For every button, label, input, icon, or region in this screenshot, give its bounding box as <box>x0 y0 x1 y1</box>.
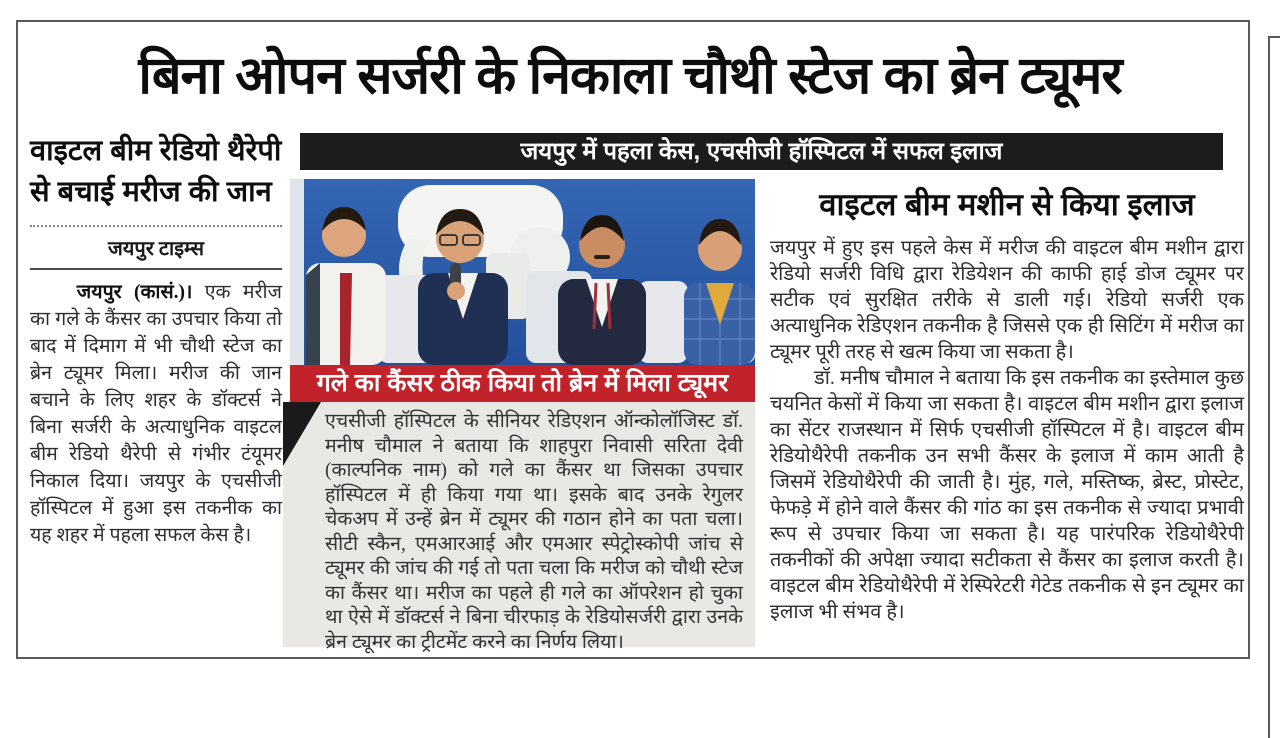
right-paragraph-2: डॉ. मनीष चौमाल ने बताया कि इस तकनीक का इस्तेमाल कुछ चयनित केसों में किया जा सकता है। वाइटल बीम मशीन द्वारा इलाज का सेंटर राजस्थान में सिर्फ एचसीजी हॉस्पिटल में है। वाइटल बीम रेडियोथैरेपी तकनीक उन सभी कैंसर के इलाज में काम आती है जिसमें रेडियोथैरेपी की जाती है। मुंह, गले, मस्तिष्क, ब्रेस्ट, प्रोस्टेट, फेफड़े में होने वाले कैंसर की गांठ का इस तकनीक से ज्यादा प्रभावी रूप से उपचार किया जा सकता है। यह पारंपरिक रेडियोथैरेपी तकनीकों की अपेक्षा ज्यादा सटीकता से कैंसर का इलाज करती है। वाइटल बीम रेडियोथैरेपी में रेस्पिरेटरी गेटेड तकनीक से इन ट्यूमर का इलाज भी संभव है। <box>770 367 1244 623</box>
left-subheadline: वाइटल बीम रेडियो थैरेपी से बचाई मरीज की जान <box>30 135 282 208</box>
byline: जयपुर टाइम्स <box>107 238 205 260</box>
solid-rule <box>30 268 282 270</box>
left-body-text: एक मरीज का गले के कैंसर का उपचार किया तो बाद में दिमाग में भी चौथी स्टेज का ब्रेन ट्यूमर मिला। मरीज की जान बचाने के लिए शहर के डॉक्टर्स ने बिना सर्जरी के अत्याधुनिक वाइटल बीम रेडियो थैरेपी से गंभीर टंयूमर निकाल दिया। जयपुर के एचसीजी हॉस्पिटल में हुआ इस तकनीक का यह शहर में पहला सफल केस है। <box>30 282 282 546</box>
adjacent-article-frame <box>1268 36 1280 738</box>
middle-body: एचसीजी हॉस्पिटल के सीनियर रेडिएशन ऑन्कोलॉजिस्ट डॉ. मनीष चौमाल ने बताया कि शाहपुरा निवासी सरिता देवी (काल्पनिक नाम) को गले का कैंसर था जिसका उपचार हॉस्पिटल में ही किया गया था। इसके बाद उनके रेगुलर चेकअप में उन्हें ब्रेन में ट्यूमर की गठान होने का पता चला। सीटी स्कैन, एमआरआई और एमआर स्पेट्रोस्कोपी जांच से ट्यूमर की जांच की गई तो पता चला कि मरीज को चौथी स्टेज का कैंसर था। मरीज का पहले ही गले का ऑपरेशन हो चुका था ऐसे में डॉक्टर्स ने बिना चीरफाड़ के रेडियोसर्जरी द्वारा उनके ब्रेन ट्यूमर का ट्रीटमेंट करने का निर्णय लिया। <box>325 411 743 653</box>
left-column <box>30 131 282 549</box>
middle-body-box <box>283 402 755 653</box>
right-body <box>770 235 1244 625</box>
right-subheadline: वाइटल बीम मशीन से किया इलाज <box>819 187 1195 222</box>
dateline: जयपुर (कासं.)। <box>76 282 193 303</box>
right-paragraph-1: जयपुर में हुए इस पहले केस में मरीज की वाइटल बीम मशीन द्वारा रेडियो सर्जरी विधि द्वारा रेडियेशन की काफी हाई डोज ट्यूमर पर सटीक एवं सुरक्षित तरीके से डाली गई। रेडियो सर्जरी एक अत्याधुनिक रेडिएशन तकनीक है जिससे एक ही सिटिंग में मरीज का ट्यूमर पूरी तरह से खत्म किया जा सकता है। <box>770 237 1244 363</box>
press-conference-photo <box>290 179 755 365</box>
photo-caption-banner: गले का कैंसर ठीक किया तो ब्रेन में मिला ट्यूमर <box>290 365 755 402</box>
main-headline: बिना ओपन सर्जरी के निकाला चौथी स्टेज का ब्रेन ट्यूमर <box>138 47 1122 105</box>
top-banner: जयपुर में पहला केस, एचसीजी हॉस्पिटल में सफल इलाज <box>300 133 1223 170</box>
right-column <box>770 183 1244 625</box>
left-body <box>30 279 282 549</box>
